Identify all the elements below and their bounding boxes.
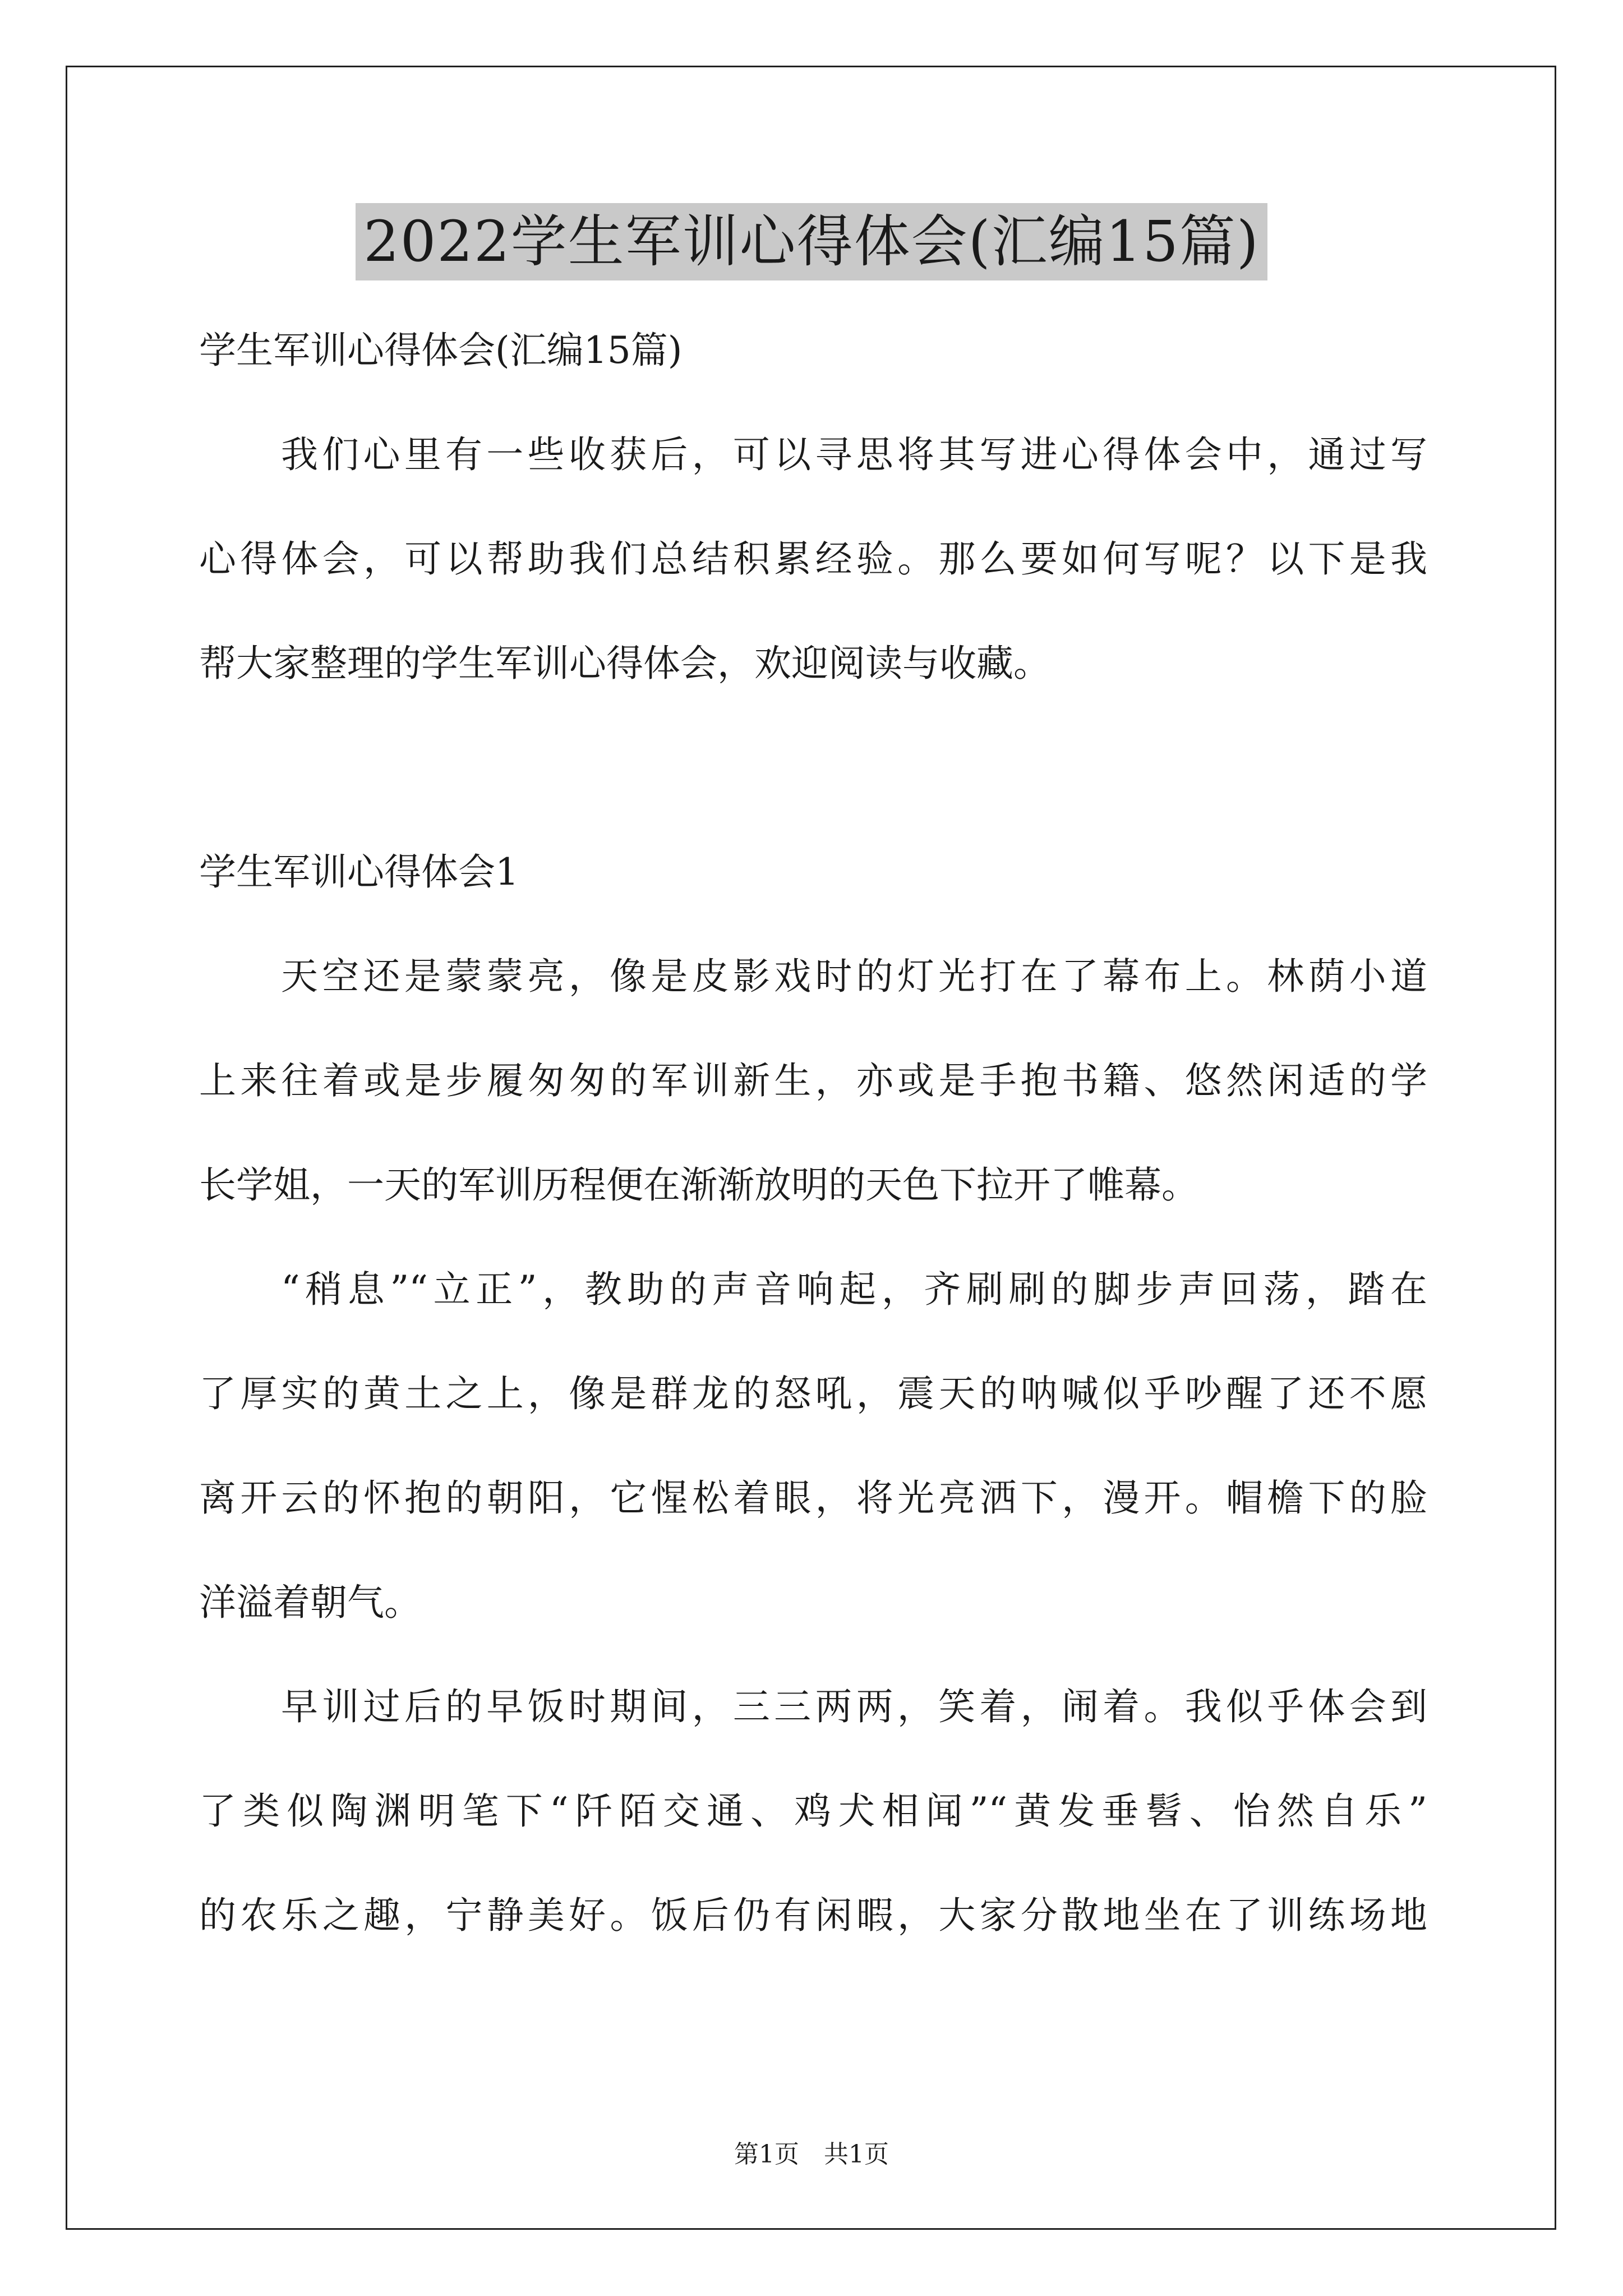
paragraph-line: “稍息”“立正”，教助的声音响起，齐刷刷的脚步声回荡，踏在 — [281, 1268, 1427, 1311]
paragraph-line: 的农乐之趣，宁静美好。饭后仍有闲暇，大家分散地坐在了训练场地 — [199, 1894, 1427, 1937]
paragraph-line: 了厚实的黄土之上，像是群龙的怒吼，震天的呐喊似乎吵醒了还不愿 — [199, 1372, 1427, 1415]
section-spacer — [199, 716, 1427, 820]
document-title: 2022学生军训心得体会(汇编15篇) — [356, 203, 1267, 280]
title-container — [0, 203, 1623, 280]
document-subtitle: 学生军训心得体会(汇编15篇) — [199, 329, 683, 372]
paragraph-line: 天空还是蒙蒙亮，像是皮影戏时的灯光打在了幕布上。林荫小道 — [281, 955, 1427, 998]
paragraph-line: 长学姐，一天的军训历程便在渐渐放明的天色下拉开了帷幕。 — [199, 1163, 1198, 1207]
intro-line: 我们心里有一些收获后，可以寻思将其写进心得体会中，通过写 — [281, 433, 1427, 476]
paragraph-line: 早训过后的早饭时期间，三三两两，笑着，闹着。我似乎体会到 — [281, 1685, 1427, 1728]
document-body — [199, 298, 1427, 1968]
paragraph-line: 洋溢着朝气。 — [199, 1581, 421, 1624]
paragraph-line: 上来往着或是步履匆匆的军训新生，亦或是手抱书籍、悠然闲适的学 — [199, 1059, 1427, 1102]
paragraph-line: 了类似陶渊明笔下“阡陌交通、鸡犬相闻”“黄发垂髫、怡然自乐” — [199, 1789, 1427, 1833]
page-footer: 第1页 共1页 — [734, 2140, 889, 2169]
paragraph-line: 离开云的怀抱的朝阳，它惺松着眼，将光亮洒下，漫开。帽檐下的脸 — [199, 1476, 1427, 1520]
intro-line: 心得体会，可以帮助我们总结积累经验。那么要如何写呢？以下是我 — [199, 537, 1427, 581]
section-heading: 学生军训心得体会1 — [199, 850, 519, 894]
intro-line: 帮大家整理的学生军训心得体会，欢迎阅读与收藏。 — [199, 642, 1050, 685]
